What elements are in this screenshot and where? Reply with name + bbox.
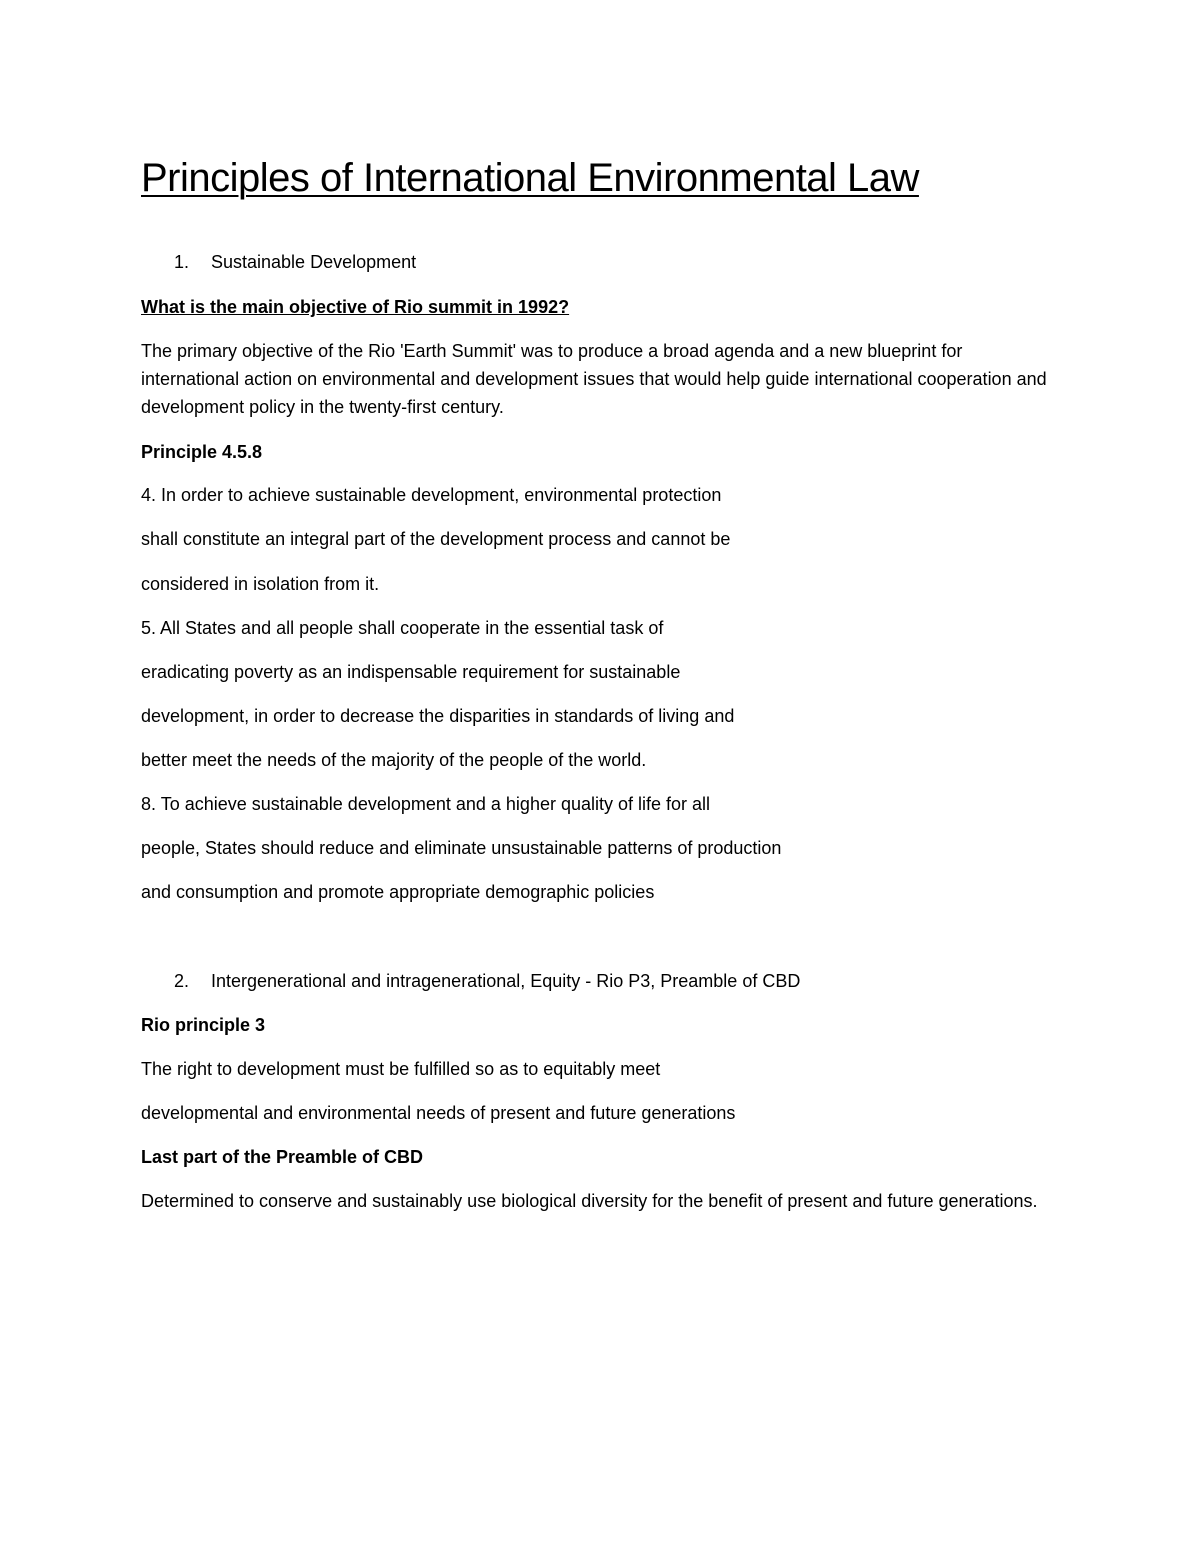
principle-5-line: better meet the needs of the majority of the people of the world. <box>141 750 647 770</box>
cbd-preamble-heading: Last part of the Preamble of CBD <box>141 1147 424 1167</box>
principle-8-line: 8. To achieve sustainable development and a higher quality of life for all <box>141 794 711 814</box>
list-number-1: 1. <box>174 252 190 272</box>
answer-paragraph: The primary objective of the Rio 'Earth Summit' was to produce a broad agenda and a new blueprint for international action on environmental and development issues that would help guide international cooperation and development policy in the twenty-first century. <box>141 341 1047 417</box>
list-item-equity: Intergenerational and intragenerational, Equity - Rio P3, Preamble of CBD <box>211 971 801 991</box>
principle-8-line: people, States should reduce and eliminate unsustainable patterns of production <box>141 838 782 858</box>
rio-principle-3-line: developmental and environmental needs of present and future generations <box>141 1103 736 1123</box>
principle-5-line: 5. All States and all people shall cooperate in the essential task of <box>141 618 664 638</box>
rio-principle-3-line: The right to development must be fulfilled so as to equitably meet <box>141 1059 661 1079</box>
list-number-2: 2. <box>174 971 190 991</box>
rio-principle-3-heading: Rio principle 3 <box>141 1015 266 1035</box>
document-title: Principles of International Environmental Law <box>141 156 919 200</box>
principle-4-line: considered in isolation from it. <box>141 574 380 594</box>
cbd-preamble-paragraph: Determined to conserve and sustainably use biological diversity for the benefit of present and future generations. <box>141 1191 1038 1211</box>
principle-5-line: eradicating poverty as an indispensable requirement for sustainable <box>141 662 681 682</box>
principle-4-line: shall constitute an integral part of the development process and cannot be <box>141 529 731 549</box>
question-heading: What is the main objective of Rio summit in 1992? <box>141 297 570 317</box>
principle-8-line: and consumption and promote appropriate demographic policies <box>141 882 655 902</box>
principle-4-line: 4. In order to achieve sustainable development, environmental protection <box>141 485 722 505</box>
principle-5-line: development, in order to decrease the disparities in standards of living and <box>141 706 735 726</box>
list-item-sustainable-development: Sustainable Development <box>211 252 417 272</box>
principle-heading: Principle 4.5.8 <box>141 442 263 462</box>
